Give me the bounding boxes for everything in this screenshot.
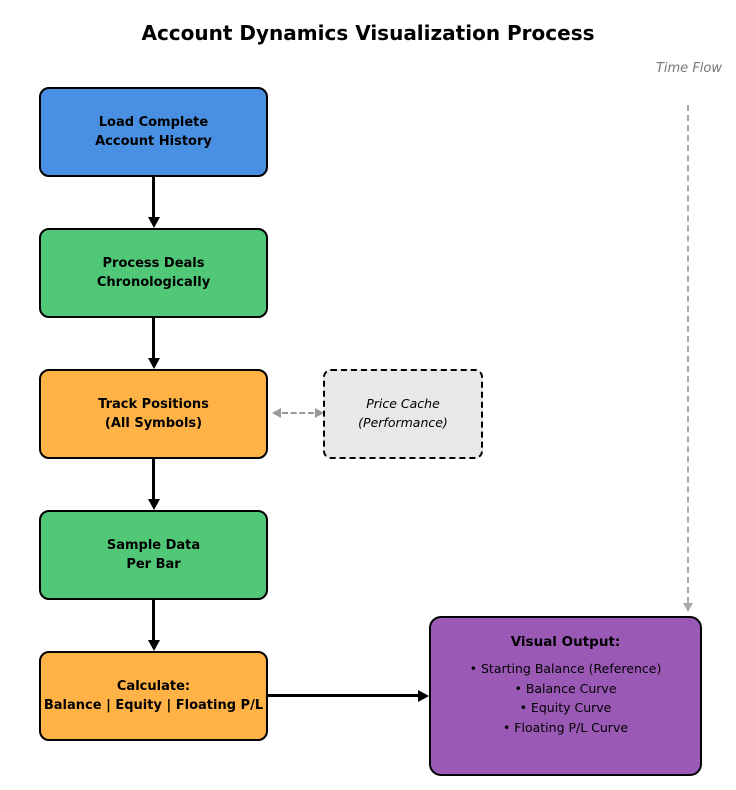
node-label-line: Sample Data	[106, 537, 201, 553]
visual-output-item: • Equity Curve	[519, 700, 612, 715]
visual-output-title: Visual Output:	[510, 634, 621, 650]
arrow-track-to-sample	[152, 459, 155, 499]
arrow-track-to-cache-bidirectional	[282, 412, 314, 414]
node-label-line: Process Deals	[102, 255, 205, 271]
node-label-line: Load Complete	[98, 114, 209, 130]
node-sample-data	[39, 510, 268, 600]
node-label-line: (Performance)	[358, 415, 448, 430]
arrow-calculate-to-output	[268, 694, 418, 697]
time-flow-label: Time Flow	[655, 61, 722, 76]
arrow-process-to-track	[152, 318, 155, 358]
node-price-cache	[323, 369, 483, 459]
node-visual-output	[429, 616, 702, 776]
node-label-line: Track Positions	[98, 396, 209, 412]
node-label-line: Price Cache	[366, 396, 440, 412]
time-flow-dashed-arrow	[687, 105, 689, 603]
node-label-line: (All Symbols)	[104, 416, 203, 431]
node-calculate	[39, 651, 268, 741]
arrow-sample-to-calculate	[152, 600, 155, 640]
node-label-line: Chronologically	[96, 275, 211, 290]
node-label-line: Balance | Equity | Floating P/L	[43, 698, 264, 713]
node-label-line: Calculate:	[116, 678, 191, 694]
arrow-load-to-process	[152, 177, 155, 217]
node-track-positions	[39, 369, 268, 459]
visual-output-item: • Starting Balance (Reference)	[469, 661, 662, 676]
node-label-line: Per Bar	[126, 557, 181, 572]
node-load-account-history	[39, 87, 268, 177]
diagram-title: Account Dynamics Visualization Process	[141, 21, 595, 45]
visual-output-item: • Balance Curve	[514, 680, 617, 696]
node-process-deals	[39, 228, 268, 318]
visual-output-item: • Floating P/L Curve	[502, 719, 629, 735]
node-label-line: Account History	[95, 134, 212, 149]
